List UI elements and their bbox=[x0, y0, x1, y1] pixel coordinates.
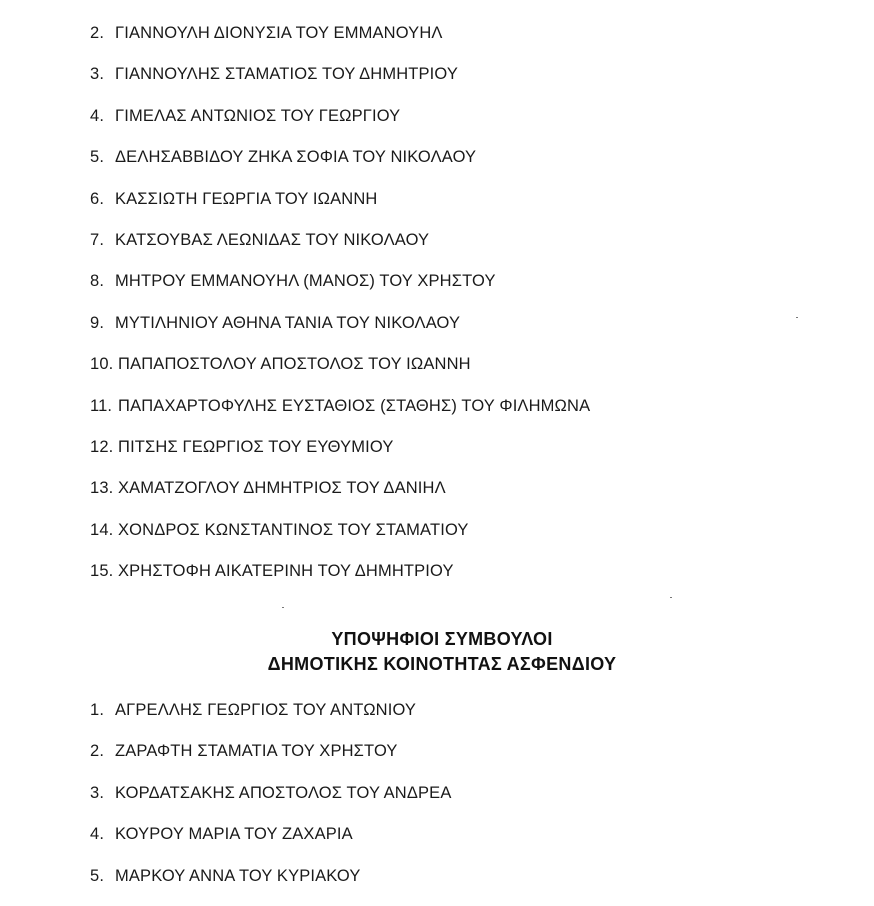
candidate-name: ΑΓΡΕΛΛΗΣ ΓΕΩΡΓΙΟΣ ΤΟΥ ΑΝΤΩΝΙΟΥ bbox=[115, 701, 417, 719]
heading-line-2: ΔΗΜΟΤΙΚΗΣ ΚΟΙΝΟΤΗΤΑΣ ΑΣΦΕΝΔΙΟΥ bbox=[267, 654, 617, 674]
candidate-name: ΠΑΠΑΠΟΣΤΟΛΟΥ ΑΠΟΣΤΟΛΟΣ ΤΟΥ ΙΩΑΝΝΗ bbox=[118, 355, 471, 374]
candidate-name: ΜΗΤΡΟΥ ΕΜΜΑΝΟΥΗΛ (ΜΑΝΟΣ) ΤΟΥ ΧΡΗΣΤΟΥ bbox=[115, 272, 496, 291]
list-item bbox=[90, 395, 590, 436]
list-item bbox=[90, 865, 451, 906]
candidate-name: ΜΑΡΚΟΥ ΑΝΝΑ ΤΟΥ ΚΥΡΙΑΚΟΥ bbox=[115, 866, 361, 885]
candidate-name: ΚΑΤΣΟΥΒΑΣ ΛΕΩΝΙΔΑΣ ΤΟΥ ΝΙΚΟΛΑΟΥ bbox=[115, 230, 430, 249]
candidate-name: ΧΟΝΔΡΟΣ ΚΩΝΣΤΑΝΤΙΝΟΣ ΤΟΥ ΣΤΑΜΑΤΙΟΥ bbox=[118, 520, 469, 539]
item-number: 9. bbox=[90, 313, 105, 332]
item-number: 13. bbox=[90, 479, 114, 498]
list-item bbox=[90, 22, 590, 63]
candidate-name: ΠΑΠΑΧΑΡΤΟΦΥΛΗΣ ΕΥΣΤΑΘΙΟΣ (ΣΤΑΘΗΣ) ΤΟΥ ΦΙΛΗΜΩΝΑ bbox=[118, 396, 591, 415]
candidate-list-continued bbox=[90, 22, 590, 601]
candidate-name: ΜΥΤΙΛΗΝΙΟΥ ΑΘΗΝΑ ΤΑΝΙΑ ΤΟΥ ΝΙΚΟΛΑΟΥ bbox=[115, 313, 461, 332]
list-item bbox=[90, 63, 590, 104]
scan-speck bbox=[796, 317, 798, 318]
candidate-name: ΖΑΡΑΦΤΗ ΣΤΑΜΑΤΙΑ ΤΟΥ ΧΡΗΣΤΟΥ bbox=[115, 742, 398, 761]
item-number: 4. bbox=[90, 106, 105, 125]
item-number: 12. bbox=[90, 437, 114, 456]
list-item bbox=[90, 188, 590, 229]
candidate-name: ΓΙΑΝΝΟΥΛΗ ΔΙΟΝΥΣΙΑ ΤΟΥ ΕΜΜΑΝΟΥΗΛ bbox=[115, 24, 443, 42]
item-number: 2. bbox=[90, 742, 105, 761]
candidate-name: ΧΡΗΣΤΟΦΗ ΑΙΚΑΤΕΡΙΝΗ ΤΟΥ ΔΗΜΗΤΡΙΟΥ bbox=[118, 562, 454, 581]
list-item bbox=[90, 519, 590, 560]
item-number: 8. bbox=[90, 272, 105, 291]
list-item bbox=[90, 699, 451, 740]
section-heading bbox=[0, 627, 874, 677]
list-item bbox=[90, 312, 590, 353]
list-item bbox=[90, 823, 451, 864]
candidate-name: ΚΑΣΣΙΩΤΗ ΓΕΩΡΓΙΑ ΤΟΥ ΙΩΑΝΝΗ bbox=[115, 189, 378, 208]
item-number: 15. bbox=[90, 562, 114, 581]
candidate-name: ΓΙΜΕΛΑΣ ΑΝΤΩΝΙΟΣ ΤΟΥ ΓΕΩΡΓΙΟΥ bbox=[115, 106, 401, 125]
scan-speck bbox=[282, 607, 284, 608]
item-number: 6. bbox=[90, 189, 105, 208]
community-council-candidate-list bbox=[90, 699, 451, 906]
candidate-name: ΔΕΛΗΣΑΒΒΙΔΟΥ ΖΗΚΑ ΣΟΦΙΑ ΤΟΥ ΝΙΚΟΛΑΟΥ bbox=[115, 148, 477, 167]
item-number: 1. bbox=[90, 701, 105, 719]
item-number: 4. bbox=[90, 825, 105, 844]
list-item bbox=[90, 353, 590, 394]
list-item bbox=[90, 270, 590, 311]
list-item bbox=[90, 229, 590, 270]
item-number: 7. bbox=[90, 230, 105, 249]
item-number: 14. bbox=[90, 520, 114, 539]
list-item bbox=[90, 477, 590, 518]
item-number: 3. bbox=[90, 65, 105, 84]
item-number: 5. bbox=[90, 148, 105, 167]
item-number: 11. bbox=[90, 396, 113, 415]
item-number: 3. bbox=[90, 783, 105, 802]
candidate-name: ΚΟΥΡΟΥ ΜΑΡΙΑ ΤΟΥ ΖΑΧΑΡΙΑ bbox=[115, 825, 353, 844]
item-number: 5. bbox=[90, 866, 105, 885]
candidate-name: ΧΑΜΑΤΖΟΓΛΟΥ ΔΗΜΗΤΡΙΟΣ ΤΟΥ ΔΑΝΙΗΛ bbox=[118, 479, 446, 498]
scan-speck bbox=[670, 597, 672, 598]
list-item bbox=[90, 740, 451, 781]
candidate-name: ΠΙΤΣΗΣ ΓΕΩΡΓΙΟΣ ΤΟΥ ΕΥΘΥΜΙΟΥ bbox=[118, 437, 394, 456]
list-item bbox=[90, 436, 590, 477]
list-item bbox=[90, 105, 590, 146]
candidate-name: ΚΟΡΔΑΤΣΑΚΗΣ ΑΠΟΣΤΟΛΟΣ ΤΟΥ ΑΝΔΡΕΑ bbox=[115, 783, 452, 802]
list-item bbox=[90, 560, 590, 601]
candidate-name: ΓΙΑΝΝΟΥΛΗΣ ΣΤΑΜΑΤΙΟΣ ΤΟΥ ΔΗΜΗΤΡΙΟΥ bbox=[115, 65, 459, 84]
heading-line-1: ΥΠΟΨΗΦΙΟΙ ΣΥΜΒΟΥΛΟΙ bbox=[331, 629, 553, 649]
item-number: 10. bbox=[90, 355, 114, 374]
item-number: 2. bbox=[90, 24, 105, 42]
list-item bbox=[90, 146, 590, 187]
list-item bbox=[90, 782, 451, 823]
